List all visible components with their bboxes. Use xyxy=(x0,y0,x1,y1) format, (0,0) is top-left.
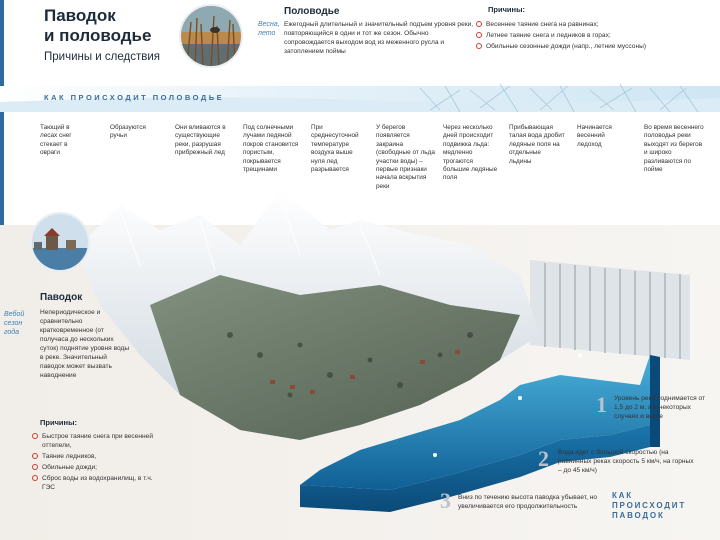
cause-item: Быстрое таяние снега при весенней оттепели, xyxy=(32,432,164,450)
step-2-text: Образуются ручьи xyxy=(110,124,146,140)
pavodok-causes-heading: Причины: xyxy=(40,418,77,427)
pavodok-heading: Паводок xyxy=(40,292,83,303)
step-5-text: При среднесуточной температуре воздуха выше нуля лед разрывается xyxy=(311,124,359,174)
flood-step-1-text: Уровень реки поднимается от 1,5 до 2 м, а в некоторых случаях и выше xyxy=(614,395,706,420)
step-number-3: 3 xyxy=(440,488,451,513)
cause-item: Летнее таяние снега и ледников в горах; xyxy=(476,31,691,40)
polovodye-heading: Половодье xyxy=(284,6,340,17)
step-10-text: Во время весеннего половодья реки выходят из берегов и широко разливаются по пойме xyxy=(644,124,704,174)
flood-step-3-text: Вниз по течению высота паводка убывает, но увеличивается его продолжительность xyxy=(458,494,598,510)
cause-item: Таяние ледников, xyxy=(32,452,164,461)
polovodye-description: Ежегодный длительный и значительный подъем уровня реки, повторяющийся в одни и тот же сезон. Обычно сопровождается выходом вод из меженного русла и затоплением поймы xyxy=(284,21,474,55)
bullet-icon xyxy=(32,433,38,439)
bullet-icon xyxy=(476,43,482,49)
flood-village-photo xyxy=(30,212,90,272)
step-number-2: 2 xyxy=(538,446,549,471)
step-9-text: Начинается весенний ледоход xyxy=(577,124,612,148)
bullet-icon xyxy=(32,464,38,470)
footer-heading: КАК ПРОИСХОДИТ ПАВОДОК xyxy=(612,491,687,520)
page-title: Паводок и половодье xyxy=(44,6,152,45)
pavodok-description: Непериодическое и сравнительно кратковременное (от получаса до нескольких суток) поднятие уровня воды в реке. Значительный паводок может вызвать наводнение xyxy=(40,309,130,379)
step-3-text: Они вливаются в существующие реки, разрушая прибрежный лед xyxy=(175,124,226,157)
polovodye-causes-list xyxy=(476,20,691,53)
step-number-1: 1 xyxy=(596,392,607,417)
cause-item: Обильные сезонные дожди (напр., летние муссоны) xyxy=(476,42,691,51)
step-6-text: У берегов появляется закраина (свободные от льда участки воды) – первые признаки начала вскрытия реки xyxy=(376,124,435,190)
polovodye-causes-heading: Причины: xyxy=(488,5,525,14)
flood-step-2-text: Вода идет с большой скоростью (на равнинных реках скорость 5 км/ч, на горных – до 45 км/ч) xyxy=(558,449,694,474)
band-heading: КАК ПРОИСХОДИТ ПОЛОВОДЬЕ xyxy=(44,93,225,102)
bullet-icon xyxy=(32,453,38,459)
cause-item: Обильные дожди; xyxy=(32,463,164,472)
step-8-text: Прибывающая талая вода дробит ледяные поля на отдельные льдины xyxy=(509,124,565,165)
cause-item: Весеннее таяние снега на равнинах; xyxy=(476,20,691,29)
bullet-icon xyxy=(32,475,38,481)
pavodok-causes-list xyxy=(32,432,164,494)
step-4-text: Под солнечными лучами ледяной покров становится пористым, покрывается трещинами xyxy=(243,124,299,174)
bullet-icon xyxy=(476,21,482,27)
flood-reeds-photo xyxy=(179,4,243,68)
title-block xyxy=(44,6,160,63)
polovodye-season-label: Весна, лето xyxy=(258,21,280,37)
step-7-text: Через несколько дней происходит подвижка льда: медленно трогаются большие ледяные поля xyxy=(443,124,498,182)
pavodok-season-label: Вебой сезон года xyxy=(4,311,25,336)
bullet-icon xyxy=(476,32,482,38)
page-subtitle: Причины и следствия xyxy=(44,51,161,63)
step-1-text: Тающий в лесах снег стекает в овраги xyxy=(40,124,72,157)
cause-item: Сброс воды из водохранилищ, в т.ч. ГЭС xyxy=(32,474,164,492)
